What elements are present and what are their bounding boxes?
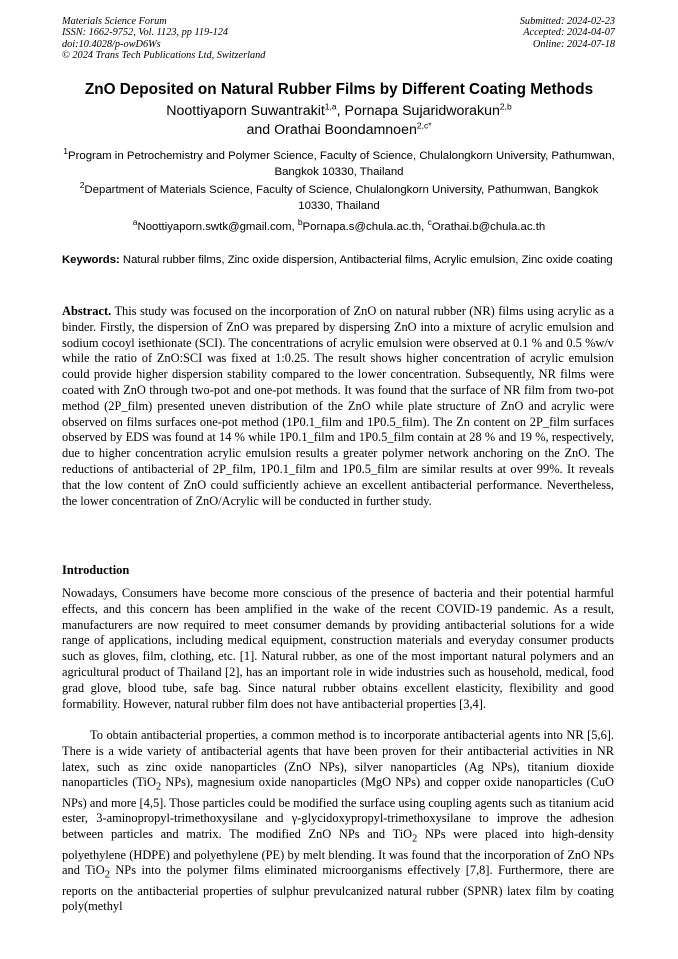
author-line-2 <box>40 121 638 140</box>
author-separator: , <box>336 103 345 119</box>
keywords-text: Natural rubber films, Zinc oxide dispersion, Antibacterial films, Acrylic emulsion, Zinc oxide coating <box>119 254 613 266</box>
dates-header <box>520 16 615 50</box>
author-superscript: 2,c* <box>416 120 432 131</box>
paragraph-text: NPs), magnesium oxide nanoparticles (MgO NPs) and copper oxide nanoparticles (CuO NPs) and more [4,5]. Those particles could be modified the surface using coupling agents such as titanium acid ester, 3-aminopropyl-trimethoxysilane and γ-glycidoxypropyl-trimethoxysilane to improve the adhesion between particles and matrix. The modified ZnO NPs and TiO <box>62 775 614 842</box>
author-superscript: 1,a <box>324 101 337 112</box>
affiliation-number: 1 <box>63 146 68 157</box>
email-superscript: c <box>427 217 432 228</box>
paragraph-text: NPs were placed into high-density polyethylene (HDPE) and polyethylene (PE) by melt blending. It was found that the incorporation of ZnO NPs and TiO <box>62 827 614 878</box>
affiliation-text: Department of Materials Science, Faculty of Science, Chulalongkorn University, Pathumwan, Bangkok 10330, Thailand <box>84 184 599 212</box>
subscript: 2 <box>412 833 418 845</box>
subscript: 2 <box>104 869 110 881</box>
issn-line: ISSN: 1662-9752, Vol. 1123, pp 119-124 <box>62 27 229 39</box>
author-name: Noottiyaporn Suwantrakit <box>166 103 325 119</box>
paragraph-text: NPs into the polymer films eliminated microorganisms effectively [7,8]. Furthermore, there are reports on the antibacterial properties of sulphur prevulcanized natural rubber (SPNR) latex film by coating poly(methyl <box>62 863 614 914</box>
author-name: Orathai Boondamnoen <box>274 122 417 138</box>
doi-line: doi:10.4028/p-owD6Ws <box>62 38 161 50</box>
abstract-section <box>62 304 614 509</box>
introduction-paragraph-1: Nowadays, Consumers have become more conscious of the presence of bacteria and their potential harmful effects, and this concern has been amplified in the wake of the recent COVID-19 pandemic. As a result, manufacturers are now required to meet consumer demands by providing antibacterial solutions for a wide range of applications, including medical equipment, construction materials and everyday consumer products such as gloves, film, clothing, etc. [1]. Natural rubber, as one of the most important natural polymers and an agricultural product of Thailand [2], has an important role in wide industries such as household, medical, food grad glove, blood tube, safe bag. Since natural rubber obtains excellent elasticity, flexibility and good formability. However, natural rubber film does not have antibacterial properties [3,4]. <box>62 586 614 711</box>
author-list <box>40 102 638 140</box>
copyright-line: © 2024 Trans Tech Publications Ltd, Switzerland <box>62 50 266 62</box>
introduction-paragraph-2 <box>62 728 614 915</box>
email-link[interactable]: Noottiyaporn.swtk@gmail.com, <box>137 221 298 233</box>
author-name: Pornapa Sujaridworakun <box>344 103 500 119</box>
author-line-1 <box>40 102 638 121</box>
introduction-heading: Introduction <box>62 563 130 577</box>
abstract-label: Abstract. <box>62 304 112 318</box>
email-link[interactable]: Orathai.b@chula.ac.th <box>431 221 546 233</box>
keywords-label: Keywords: <box>62 254 120 266</box>
journal-header <box>62 16 265 62</box>
email-superscript: a <box>132 217 138 228</box>
subscript: 2 <box>155 781 162 793</box>
journal-name: Materials Science Forum <box>62 16 167 27</box>
affiliation-number: 2 <box>79 180 85 191</box>
email-link[interactable]: Pornapa.s@chula.ac.th, <box>302 221 428 233</box>
affiliation-text: Program in Petrochemistry and Polymer Science, Faculty of Science, Chulalongkorn University, Pathumwan, Bangkok 10330, Thailand <box>67 150 615 178</box>
keywords-section <box>62 253 614 269</box>
accepted-date: Accepted: 2024-04-07 <box>523 27 615 39</box>
affiliation-2 <box>62 182 616 214</box>
author-superscript: 2,b <box>499 101 512 112</box>
paragraph-text: To obtain antibacterial properties, a common method is to incorporate antibacterial agents into NR [5,6]. There is a wide variety of antibacterial agents that have been proven for their antibacterial activities in NR latex, such as zinc oxide nanoparticles (ZnO NPs), silver nanoparticles (Ag NPs), titanium dioxide nanoparticles (TiO <box>62 728 614 790</box>
abstract-text: This study was focused on the incorporation of ZnO on natural rubber (NR) films using acrylic as a binder. Firstly, the dispersion of ZnO was prepared by dispersing ZnO into a mixture of acrylic emulsion and sodium cocoyl isethionate (SCI). The concentrations of acrylic emulsion were observed at 0.1 % and 0.5 %w/v while the ratio of ZnO:SCI was fixed at 1:0.25. The result shows higher concentration of acrylic emulsion could provide higher dispersion stability compared to the lower concentration. Subsequently, NR films were coated with ZnO through two-pot and one-pot methods. It was found that the surface of NR film from two-pot method (2P_film) presented uneven distribution of the ZnO while plate structure of ZnO and acrylic were observed on films surfaces one-pot method (1P0.1_film and 1P0.5_film). The Zn content on 2P_film surfaces observed by EDS was found at 14 % while 1P0.1_film and 1P0.5_film contain at 28 % and 19 %, respectively, due to higher concentration acrylic emulsion results a greater polymer network anchoring on the ZnO. The reductions of antibacterial of 2P_film, 1P0.1_film and 1P0.5_film are similar results at over 99%. It reveals that the low content of ZnO could sufficiently achieve an excellent antibacterial performance. Nevertheless, the lower concentration of ZnO/Acrylic will be conducted in further study. <box>62 304 614 508</box>
paper-title: ZnO Deposited on Natural Rubber Films by Different Coating Methods <box>84 81 594 98</box>
affiliation-1 <box>62 148 616 180</box>
author-conjunction: and <box>246 122 275 138</box>
email-superscript: b <box>297 217 303 228</box>
author-emails <box>62 219 616 235</box>
submitted-date: Submitted: 2024-02-23 <box>519 16 615 27</box>
online-date: Online: 2024-07-18 <box>532 38 615 50</box>
